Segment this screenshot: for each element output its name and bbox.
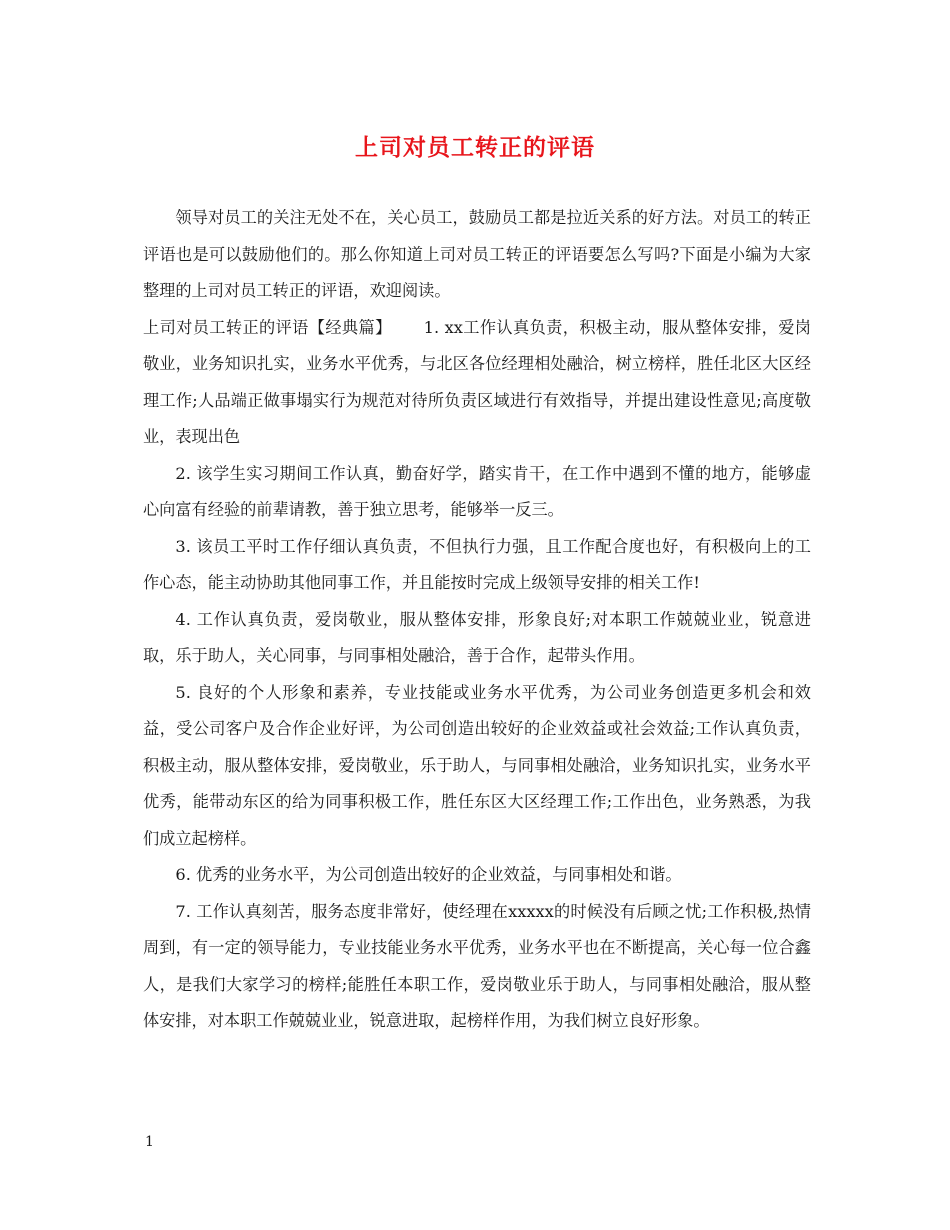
- intro-paragraph: 领导对员工的关注无处不在，关心员工，鼓励员工都是拉近关系的好方法。对员工的转正评语也是可以鼓励他们的。那么你知道上司对员工转正的评语要怎么写吗?下面是小编为大家整理的上司对员工转正的评语，欢迎阅读。: [143, 208, 811, 300]
- section-paragraph: [143, 310, 811, 456]
- comment-item-4: 4. 工作认真负责，爱岗敬业，服从整体安排，形象良好;对本职工作兢兢业业，锐意进取，乐于助人，关心同事，与同事相处融洽，善于合作，起带头作用。: [143, 609, 811, 665]
- comment-item-6: 6. 优秀的业务水平，为公司创造出较好的企业效益，与同事相处和谐。: [175, 865, 682, 884]
- comment-item-1: 1. xx工作认真负责，积极主动，服从整体安排，爱岗敬业，业务知识扎实，业务水平优秀，与北区各位经理相处融洽，树立榜样，胜任北区大区经理工作;人品端正做事塌实行为规范对待所负责区域进行有效指导，并提出建设性意见;高度敬业，表现出色: [143, 317, 811, 446]
- document-title: 上司对员工转正的评语: [355, 134, 595, 161]
- comment-item-7: 7. 工作认真刻苦，服务态度非常好，使经理在xxxxx的时候没有后顾之忧;工作积极,热情周到，有一定的领导能力，专业技能业务水平优秀，业务水平也在不断提高，关心每一位合鑫人，是我们大家学习的榜样;能胜任本职工作，爱岗敬业乐于助人，与同事相处融洽，服从整体安排，对本职工作兢兢业业，锐意进取，起榜样作用，为我们树立良好形象。: [143, 901, 811, 1030]
- comment-item-5: 5. 良好的个人形象和素养，专业技能或业务水平优秀，为公司业务创造更多机会和效益，受公司客户及合作企业好评，为公司创造出较好的企业效益或社会效益;工作认真负责，积极主动，服从整体安排，爱岗敬业，乐于助人，与同事相处融洽，业务知识扎实，业务水平优秀，能带动东区的给为同事积极工作，胜任东区大区经理工作;工作出色，业务熟悉，为我们成立起榜样。: [143, 682, 811, 848]
- section-heading: 上司对员工转正的评语【经典篇】: [143, 317, 392, 337]
- comment-item-2: 2. 该学生实习期间工作认真，勤奋好学，踏实肯干，在工作中遇到不懂的地方，能够虚心向富有经验的前辈请教，善于独立思考，能够举一反三。: [143, 463, 811, 519]
- comment-item-3: 3. 该员工平时工作仔细认真负责，不但执行力强，且工作配合度也好，有积极向上的工作心态，能主动协助其他同事工作，并且能按时完成上级领导安排的相关工作!: [143, 536, 811, 592]
- page-number: 1: [145, 1134, 154, 1150]
- document-body: [143, 200, 811, 1040]
